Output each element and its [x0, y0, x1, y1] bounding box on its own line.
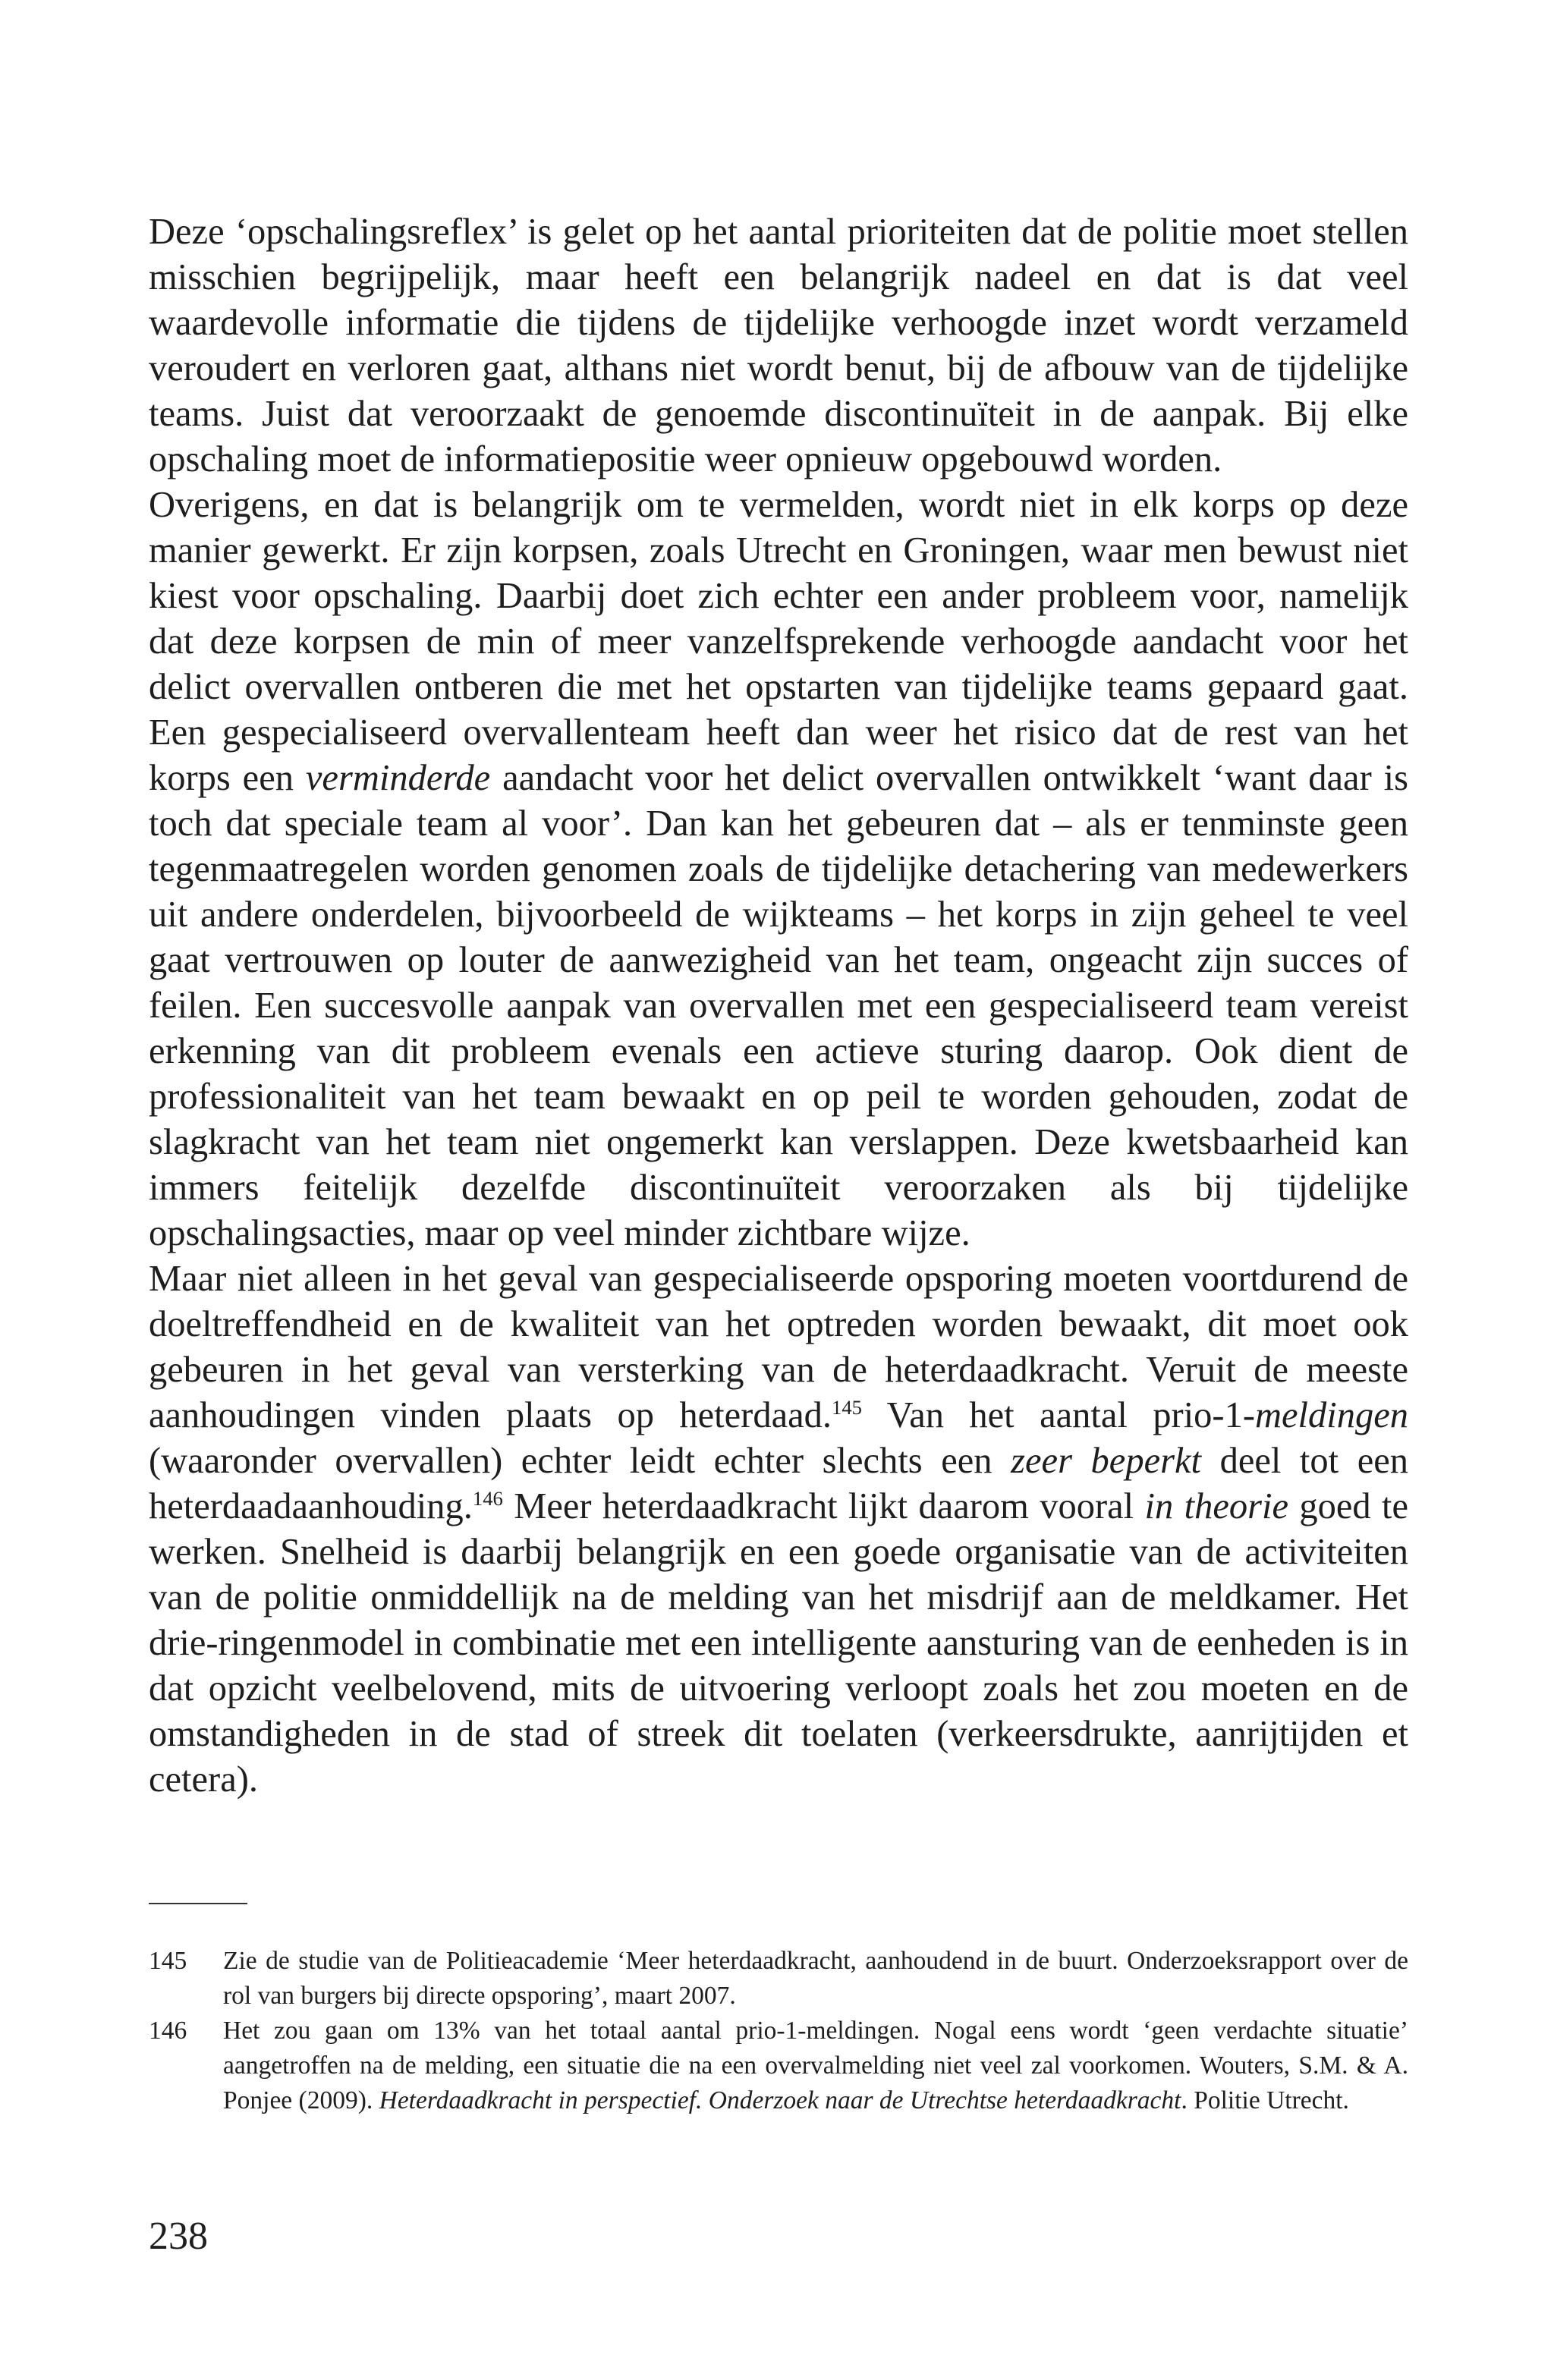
body-text [149, 209, 1408, 1803]
footnote-146-text-a: Het zou gaan om 13% van het totaal aantal prio-1-meldingen. Nogal eens wordt ‘geen verdachte situatie’ aangetroffen na de melding, een situatie die na een overvalmelding niet veel zal voorkomen. Wouters, S.M. & A. Ponjee (2009). [223, 2017, 1408, 2114]
paragraph-3-text-d: deel tot een heterdaadaanhouding. [149, 1441, 1409, 1526]
footnote-ref-145[interactable]: 145 [832, 1395, 862, 1419]
paragraph-2-italic-verminderde: verminderde [305, 758, 491, 798]
paragraph-2 [149, 483, 1408, 1256]
footnote-146 [149, 2014, 1408, 2118]
footnotes [149, 1944, 1408, 2118]
paragraph-2-text-b: aandacht voor het delict overvallen ontwikkelt ‘want daar is toch dat speciale team al voor’. Dan kan het gebeuren dat – als er tenminste geen tegenmaatregelen worden genomen zoals de tijdelijke detachering van medewerkers uit andere onderdelen, bijvoorbeeld de wijkteams – het korps in zijn geheel te veel gaat vertrouwen op louter de aanwezigheid van het team, ongeacht zijn succes of feilen. Een succesvolle aanpak van overvallen met een gespecialiseerd team vereist erkenning van dit probleem evenals een actieve sturing daarop. Ook dient de professionaliteit van het team bewaakt en op peil te worden gehouden, zodat de slagkracht van het team niet ongemerkt kan verslappen. Deze kwetsbaarheid kan immers feitelijk dezelfde discontinuïteit veroorzaken als bij tijdelijke opschalingsacties, maar op veel minder zichtbare wijze. [149, 758, 1408, 1253]
page-number: 238 [149, 2215, 208, 2258]
footnote-145 [149, 1944, 1408, 2014]
footnote-text [223, 1944, 1408, 2014]
footnote-145-text: Zie de studie van de Politieacademie ‘Meer heterdaadkracht, aanhoudend in de buurt. Onderzoeksrapport over de rol van burgers bij directe opsporing’, maart 2007. [223, 1947, 1408, 2010]
paragraph-3-text-a: Maar niet alleen in het geval van gespecialiseerde opsporing moeten voortdurend de doeltreffendheid en de kwaliteit van het optreden worden bewaakt, dit moet ook gebeuren in het geval van versterking van de heterdaadkracht. Veruit de meeste aanhoudingen vinden plaats op heterdaad. [149, 1259, 1408, 1435]
paragraph-3-text-c: (waaronder overvallen) echter leidt echter slechts een [149, 1441, 1011, 1481]
footnote-divider [149, 1903, 247, 1904]
footnote-146-text-b: . Politie Utrecht. [1181, 2086, 1349, 2114]
paragraph-2-text-a: Overigens, en dat is belangrijk om te vermelden, wordt niet in elk korps op deze manier gewerkt. Er zijn korpsen, zoals Utrecht en Groningen, waar men bewust niet kiest voor opschaling. Daarbij doet zich echter een ander probleem voor, namelijk dat deze korpsen de min of meer vanzelfsprekende verhoogde aandacht voor het delict overvallen ontberen die met het opstarten van tijdelijke teams gepaard gaat. Een gespecialiseerd overvallenteam heeft dan weer het risico dat de rest van het korps een [149, 485, 1408, 798]
paragraph-3-text-f: goed te werken. Snelheid is daarbij belangrijk en een goede organisatie van de activiteiten van de politie onmiddellijk na de melding van het misdrijf aan de meldkamer. Het drie-ringenmodel in combinatie met een intelligente aansturing van de eenheden is in dat opzicht veelbelovend, mits de uitvoering verloopt zoals het zou moeten en de omstandigheden in de stad of streek dit toelaten (verkeersdrukte, aanrijtijden et cetera). [149, 1486, 1408, 1800]
footnote-number: 146 [149, 2017, 187, 2045]
paragraph-3-italic-meldingen: meldingen [1254, 1395, 1409, 1435]
footnote-text [223, 2014, 1408, 2118]
footnote-number: 145 [149, 1947, 187, 1975]
paragraph-3-text-e: Meer heterdaadkracht lijkt daarom vooral [502, 1486, 1145, 1526]
paragraph-3 [149, 1256, 1408, 1803]
paragraph-1-text: Deze ‘opschalingsreflex’ is gelet op het aantal prioriteiten dat de politie moet stellen misschien begrijpelijk, maar heeft een belangrijk nadeel en dat is dat veel waardevolle informatie die tijdens de tijdelijke verhoogde inzet wordt verzameld veroudert en verloren gaat, althans niet wordt benut, bij de afbouw van de tijdelijke teams. Juist dat veroorzaakt de genoemde discontinuïteit in de aanpak. Bij elke opschaling moet de informatiepositie weer opnieuw opgebouwd worden. [149, 212, 1408, 479]
paragraph-3-italic-in-theorie: in theorie [1144, 1486, 1288, 1526]
paragraph-1 [149, 209, 1408, 483]
footnote-146-italic-title: Heterdaadkracht in perspectief. Onderzoek naar de Utrechtse heterdaadkracht [379, 2086, 1181, 2114]
paragraph-3-italic-zeer-beperkt: zeer beperkt [1011, 1441, 1201, 1481]
footnote-ref-146[interactable]: 146 [472, 1486, 503, 1510]
paragraph-3-text-b: Van het aantal prio-1- [862, 1395, 1255, 1435]
